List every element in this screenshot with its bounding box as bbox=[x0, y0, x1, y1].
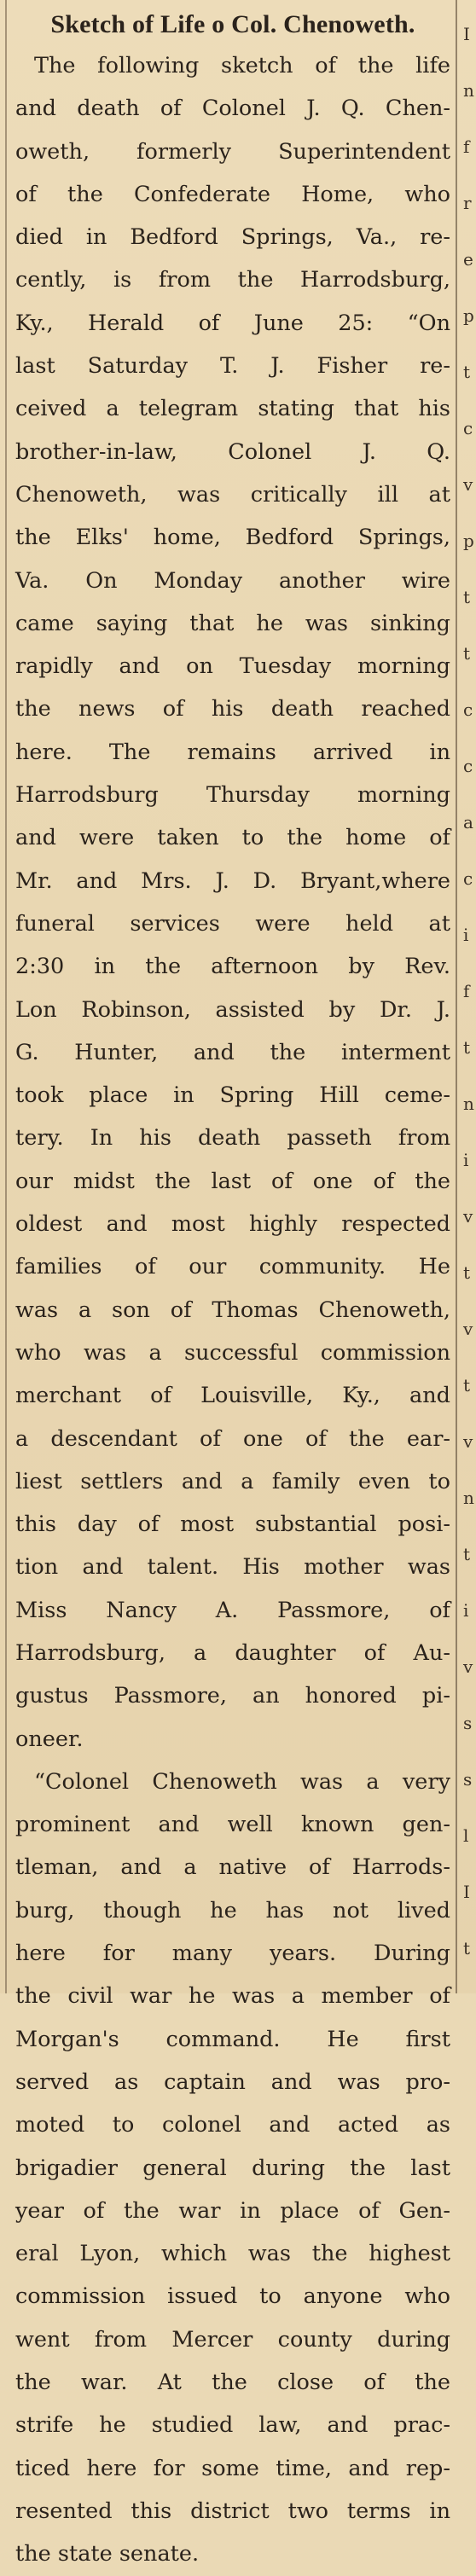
text-line: Mr. and Mrs. J. D. Bryant,where bbox=[15, 867, 450, 894]
text-line: came saying that he was sinking bbox=[15, 610, 450, 636]
edge-letter: I bbox=[463, 24, 470, 44]
text-line: ticed here for some time, and rep- bbox=[15, 2455, 450, 2481]
text-line: Miss Nancy A. Passmore, of bbox=[15, 1597, 450, 1623]
text-line: Va. On Monday another wire bbox=[15, 567, 450, 594]
edge-letter: i bbox=[463, 925, 469, 945]
text-line: funeral services were held at bbox=[15, 910, 450, 937]
edge-letter: c bbox=[463, 868, 473, 889]
text-line: served as captain and was pro- bbox=[15, 2068, 450, 2095]
text-line: and death of Colonel J. Q. Chen- bbox=[15, 96, 450, 122]
edge-letter: t bbox=[463, 587, 471, 607]
edge-letter: t bbox=[463, 1938, 471, 1958]
text-line: and were taken to the home of bbox=[15, 825, 450, 851]
text-line: merchant of Louisville, Ky., and bbox=[15, 1383, 450, 1409]
text-line: oldest and most highly respected bbox=[15, 1211, 450, 1238]
text-line: Chenoweth, was critically ill at bbox=[15, 481, 450, 508]
text-line: Harrodsburg, a daughter of Au- bbox=[15, 1639, 450, 1666]
text-line: the civil war he was a member of bbox=[15, 1983, 450, 2010]
edge-letter: t bbox=[463, 1544, 471, 1564]
text-line: this day of most substantial posi- bbox=[15, 1511, 450, 1538]
text-line: brigadier general during the last bbox=[15, 2155, 450, 2181]
text-line: year of the war in place of Gen- bbox=[15, 2197, 450, 2224]
text-line: moted to colonel and acted as bbox=[15, 2112, 450, 2138]
text-line: eral Lyon, which was the highest bbox=[15, 2241, 450, 2267]
edge-letter: v bbox=[463, 1206, 473, 1227]
text-line: the state senate. bbox=[15, 2541, 200, 2567]
text-line: Harrodsburg Thursday morning bbox=[15, 782, 450, 809]
edge-letter: f bbox=[463, 981, 470, 1001]
text-line: died in Bedford Springs, Va., re- bbox=[15, 224, 450, 251]
edge-letter: v bbox=[463, 1656, 473, 1677]
text-line: tery. In his death passeth from bbox=[15, 1125, 450, 1152]
text-line: who was a successful commission bbox=[15, 1339, 450, 1366]
text-line: G. Hunter, and the interment bbox=[15, 1039, 450, 1065]
text-line: a descendant of one of the ear- bbox=[15, 1425, 450, 1452]
edge-letter: v bbox=[463, 474, 473, 495]
text-line: commission issued to anyone who bbox=[15, 2283, 450, 2310]
text-line: gustus Passmore, an honored pi- bbox=[15, 1683, 450, 1709]
adjacent-column-fragment bbox=[461, 0, 476, 1993]
text-line: the war. At the close of the bbox=[15, 2370, 450, 2396]
edge-letter: r bbox=[463, 193, 472, 213]
text-line: liest settlers and a family even to bbox=[15, 1468, 450, 1494]
paragraph-1 bbox=[15, 44, 450, 1761]
text-line: the Elks' home, Bedford Springs, bbox=[15, 525, 450, 551]
text-line: brother-in-law, Colonel J. Q. bbox=[15, 438, 450, 465]
text-line: “Colonel Chenoweth was a very bbox=[34, 1768, 450, 1795]
text-line: burg, though he has not lived bbox=[15, 1897, 450, 1923]
edge-letter: i bbox=[463, 1600, 469, 1621]
edge-letter: c bbox=[463, 699, 473, 720]
text-line: here. The remains arrived in bbox=[15, 739, 450, 765]
edge-letter: v bbox=[463, 1431, 473, 1452]
text-line: strife he studied law, and prac- bbox=[15, 2412, 450, 2439]
right-column-rule bbox=[456, 0, 457, 1993]
edge-letter: t bbox=[463, 1262, 471, 1283]
edge-letter: n bbox=[463, 1488, 474, 1508]
text-line: cently, is from the Harrodsburg, bbox=[15, 267, 450, 293]
edge-letter: c bbox=[463, 418, 473, 438]
text-line: ceived a telegram stating that his bbox=[15, 396, 450, 422]
edge-letter: t bbox=[463, 362, 471, 382]
text-line: the news of his death reached bbox=[15, 696, 450, 722]
edge-letter: I bbox=[463, 1882, 470, 1902]
text-line: resented this district two terms in bbox=[15, 2498, 450, 2524]
edge-letter: t bbox=[463, 1375, 471, 1395]
edge-letter: s bbox=[463, 1769, 473, 1790]
edge-letter: e bbox=[463, 249, 473, 270]
text-line: 2:30 in the afternoon by Rev. bbox=[15, 954, 450, 980]
edge-letter: n bbox=[463, 1094, 474, 1114]
edge-letter: a bbox=[463, 812, 473, 833]
edge-letter: t bbox=[463, 643, 471, 664]
text-line: here for many years. During bbox=[15, 1941, 450, 1967]
edge-letter: s bbox=[463, 1713, 473, 1733]
text-line: tleman, and a native of Harrods- bbox=[15, 1854, 450, 1881]
left-column-rule bbox=[5, 0, 7, 1993]
edge-letter: p bbox=[463, 531, 474, 551]
text-line: our midst the last of one of the bbox=[15, 1168, 450, 1194]
text-line: oweth, formerly Superintendent bbox=[15, 138, 450, 165]
text-line: last Saturday T. J. Fisher re- bbox=[15, 353, 450, 380]
text-line: The following sketch of the life bbox=[34, 53, 450, 78]
text-line: Lon Robinson, assisted by Dr. J. bbox=[15, 996, 450, 1023]
edge-letter: c bbox=[463, 756, 473, 776]
text-line: took place in Spring Hill ceme- bbox=[15, 1082, 450, 1109]
edge-letter: n bbox=[463, 80, 474, 101]
edge-letter: f bbox=[463, 136, 470, 157]
text-line: oneer. bbox=[15, 1726, 84, 1752]
text-line: rapidly and on Tuesday morning bbox=[15, 653, 450, 680]
edge-letter: p bbox=[463, 305, 474, 326]
article-headline: Sketch of Life o Col. Chenoweth. bbox=[50, 10, 415, 38]
text-line: prominent and well known gen- bbox=[15, 1812, 450, 1838]
text-line: went from Mercer county during bbox=[15, 2326, 450, 2353]
text-line: families of our community. He bbox=[15, 1254, 450, 1280]
paragraph-2 bbox=[15, 1761, 450, 2576]
edge-letter: v bbox=[463, 1319, 473, 1339]
edge-letter: l bbox=[463, 1825, 469, 1846]
text-line: was a son of Thomas Chenoweth, bbox=[15, 1297, 450, 1323]
text-line: tion and talent. His mother was bbox=[15, 1554, 450, 1581]
text-line: Ky., Herald of June 25: “On bbox=[15, 310, 450, 336]
text-line: of the Confederate Home, who bbox=[15, 181, 450, 207]
edge-letter: t bbox=[463, 1037, 471, 1058]
article bbox=[15, 9, 450, 2576]
text-line: Morgan's command. He first bbox=[15, 2026, 450, 2052]
edge-letter: i bbox=[463, 1150, 469, 1170]
